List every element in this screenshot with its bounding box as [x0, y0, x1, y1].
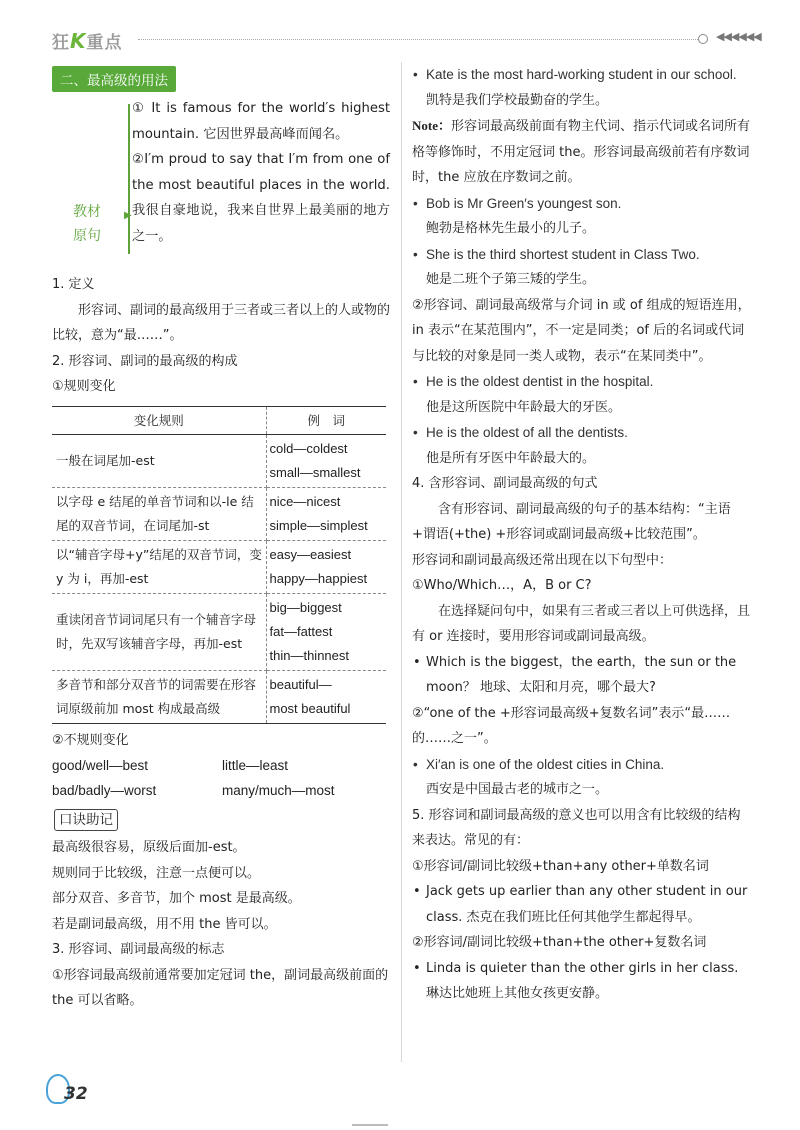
table-header-rule: 变化规则 [52, 406, 266, 434]
table-row [52, 434, 386, 487]
table-header-row [52, 406, 386, 434]
example-which: • Which is the biggest，the earth，the sun or the moon？ 地球、太阳和月亮，哪个最大? [412, 650, 752, 701]
heading-irregular: ②不规则变化 [52, 732, 129, 748]
example-bob-en: • Bob is Mr Green′s youngest son. [412, 191, 752, 217]
textbook-label-2: 原句 [73, 228, 101, 244]
heading-markers: 3. 形容词、副词最高级的标志 [52, 942, 225, 957]
example-he2-en: • He is the oldest of all the dentists. [412, 420, 752, 446]
textbook-arrow-icon: ▶ [124, 210, 132, 221]
rule-cell: 一般在词尾加-est [52, 434, 266, 487]
note-paragraph [412, 113, 752, 191]
structure-a: ①形容词/副词比较级+than+any other+单数名词 [412, 858, 709, 874]
example-xian-en: • Xi′an is one of the oldest cities in China. [412, 752, 752, 778]
example-cell [266, 487, 386, 540]
example-2: most beautiful [269, 700, 351, 716]
mnemonic-line: 若是副词最高级，用不用 the 皆可以。 [52, 916, 277, 932]
logo-text-2: 重点 [86, 33, 123, 53]
mnemonic-line: 最高级很容易，原级后面加-est。 [52, 840, 246, 855]
example-jack: • Jack gets up earlier than any other student in our class. 杰克在我们班比任何其他学生都起得早。 [412, 879, 752, 930]
header-dotted-line [138, 39, 698, 40]
pattern-1-title: ①Who/Which…，A，B or C? [412, 578, 592, 593]
example-2: happy—happiest [269, 570, 368, 586]
page-number-badge [44, 1072, 94, 1112]
example-cell [266, 540, 386, 593]
example-kate-cn: 凯特是我们学校最勤奋的学生。 [426, 92, 609, 108]
markers-text: ①形容词最高级前通常要加定冠词 the，副词最高级前面的 the 可以省略。 [52, 967, 389, 1008]
table-row [52, 487, 386, 540]
irregular-item: good/well—best [52, 758, 149, 773]
patterns-intro: 形容词和副词最高级还常出现在以下句型中： [412, 552, 673, 568]
header-circle-icon [698, 34, 708, 44]
page-number: 32 [64, 1084, 88, 1104]
example-linda: • Linda is quieter than the other girls in her class. 琳达比她班上其他女孩更安静。 [412, 956, 752, 1007]
rule-cell: 以“辅音字母+y”结尾的双音节词，变 y 为 i，再加-est [52, 540, 266, 593]
example-kate-en: • Kate is the most hard-working student in our school. [412, 62, 752, 88]
example-1: nice—nicest [269, 493, 341, 509]
example-1: cold—coldest [269, 440, 348, 456]
pattern-2-title: ②“one of the +形容词最高级+复数名词”表示“最……的……之一”。 [412, 705, 731, 746]
column-divider [401, 62, 402, 1062]
heading-patterns: 4. 含形容词、副词最高级的句式 [412, 476, 598, 491]
structure-b: ②形容词/副词比较级+than+the other+复数名词 [412, 935, 707, 950]
example-he1-en: • He is the oldest dentist in the hospital. [412, 369, 752, 395]
bottom-mark [352, 1124, 388, 1126]
table-row [52, 593, 386, 670]
example-xian-cn: 西安是中国最古老的城市之一。 [426, 782, 609, 797]
logo-text-1: 狂 [52, 33, 70, 53]
table-row [52, 670, 386, 723]
example-cell [266, 593, 386, 670]
example-cell [266, 434, 386, 487]
page-header [52, 28, 762, 53]
irregular-item: bad/badly—worst [52, 783, 157, 798]
textbook-sentence-1: ① It is famous for the world′s highest mountain. 它因世界最高峰而闻名。 [132, 101, 390, 142]
irregular-item: little—least [222, 758, 289, 773]
example-she-cn: 她是二班个子第三矮的学生。 [426, 272, 596, 287]
heading-definition: 1. 定义 [52, 277, 95, 292]
example-bob-cn: 鲍勃是格林先生最小的儿子。 [426, 221, 596, 236]
textbook-sentence-2: ②I′m proud to say that I′m from one of the most beautiful places in the world. 我很自豪地说，我来自世界上最美丽的地方之一。 [132, 152, 390, 244]
definition-text: 形容词、副词的最高级用于三者或三者以上的人或物的比较，意为“最……”。 [52, 302, 391, 343]
irregular-row [52, 753, 392, 778]
textbook-bracket-line [128, 104, 130, 254]
example-1: easy—easiest [269, 546, 352, 562]
section-title: 二、最高级的用法 [52, 66, 176, 92]
patterns-structure: 含有形容词、副词最高级的句子的基本结构：“主语+谓语(+the) +形容词或副词最高级+比较范围”。 [412, 501, 731, 542]
logo-k: K [70, 29, 87, 53]
example-he1-cn: 他是这所医院中年龄最大的牙医。 [426, 399, 622, 415]
logo [52, 28, 123, 53]
mnemonic-line: 规则同于比较级，注意一点便可以。 [52, 865, 261, 881]
example-2: fat—fattest [269, 623, 333, 639]
irregular-row [52, 778, 392, 803]
note-text: 形容词最高级前面有物主代词、指示代词或名词所有格等修饰时，不用定冠词 the。形容词最高级前若有序数词时，the 应放在序数词之前。 [412, 119, 751, 185]
textbook-label-1: 教材 [73, 204, 101, 220]
in-of-paragraph: ②形容词、副词最高级常与介词 in 或 of 组成的短语连用，in 表示“在某范围内”，不一定是同类；of 后的名词或代词与比较的对象是同一类人或物，表示“在某同类中”。 [412, 297, 751, 364]
right-column [412, 62, 752, 1007]
table-header-example: 例 词 [266, 406, 386, 434]
heading-regular: ①规则变化 [52, 379, 116, 394]
example-he2-cn: 他是所有牙医中年龄最大的。 [426, 450, 596, 466]
header-arrows-icon: ◀◀◀◀◀◀ [716, 30, 761, 43]
mnemonic-line: 部分双音、多音节，加个 most 是最高级。 [52, 891, 301, 906]
rules-table [52, 406, 386, 724]
heading-formation: 2. 形容词、副词的最高级的构成 [52, 353, 238, 369]
left-column [52, 66, 392, 1014]
example-2: small—smallest [269, 464, 361, 480]
rule-cell: 重读闭音节词词尾只有一个辅音字母时，先双写该辅音字母，再加-est [52, 593, 266, 670]
irregular-item: many/much—most [222, 783, 335, 798]
example-1: big—biggest [269, 599, 342, 615]
textbook-label [66, 200, 108, 248]
heading-comparative-meaning: 5. 形容词和副词最高级的意义也可以用含有比较级的结构来表达。常见的有： [412, 807, 741, 848]
rule-cell: 多音节和部分双音节的词需要在形容词原级前加 most 构成最高级 [52, 670, 266, 723]
rule-cell: 以字母 e 结尾的单音节词和以-le 结尾的双音节词，在词尾加-st [52, 487, 266, 540]
example-2: simple—simplest [269, 517, 368, 533]
example-1: beautiful— [269, 676, 332, 692]
textbook-text [132, 96, 390, 249]
textbook-sentences [52, 96, 392, 272]
mnemonic-title: 口诀助记 [54, 809, 118, 831]
pattern-1-text: 在选择疑问句中，如果有三者或三者以上可供选择，且有 or 连接时，要用形容词或副词最高级。 [412, 603, 751, 644]
example-3: thin—thinnest [269, 647, 349, 663]
table-row [52, 540, 386, 593]
note-label: Note： [412, 118, 451, 133]
example-cell [266, 670, 386, 723]
example-she-en: • She is the third shortest student in Class Two. [412, 242, 752, 268]
